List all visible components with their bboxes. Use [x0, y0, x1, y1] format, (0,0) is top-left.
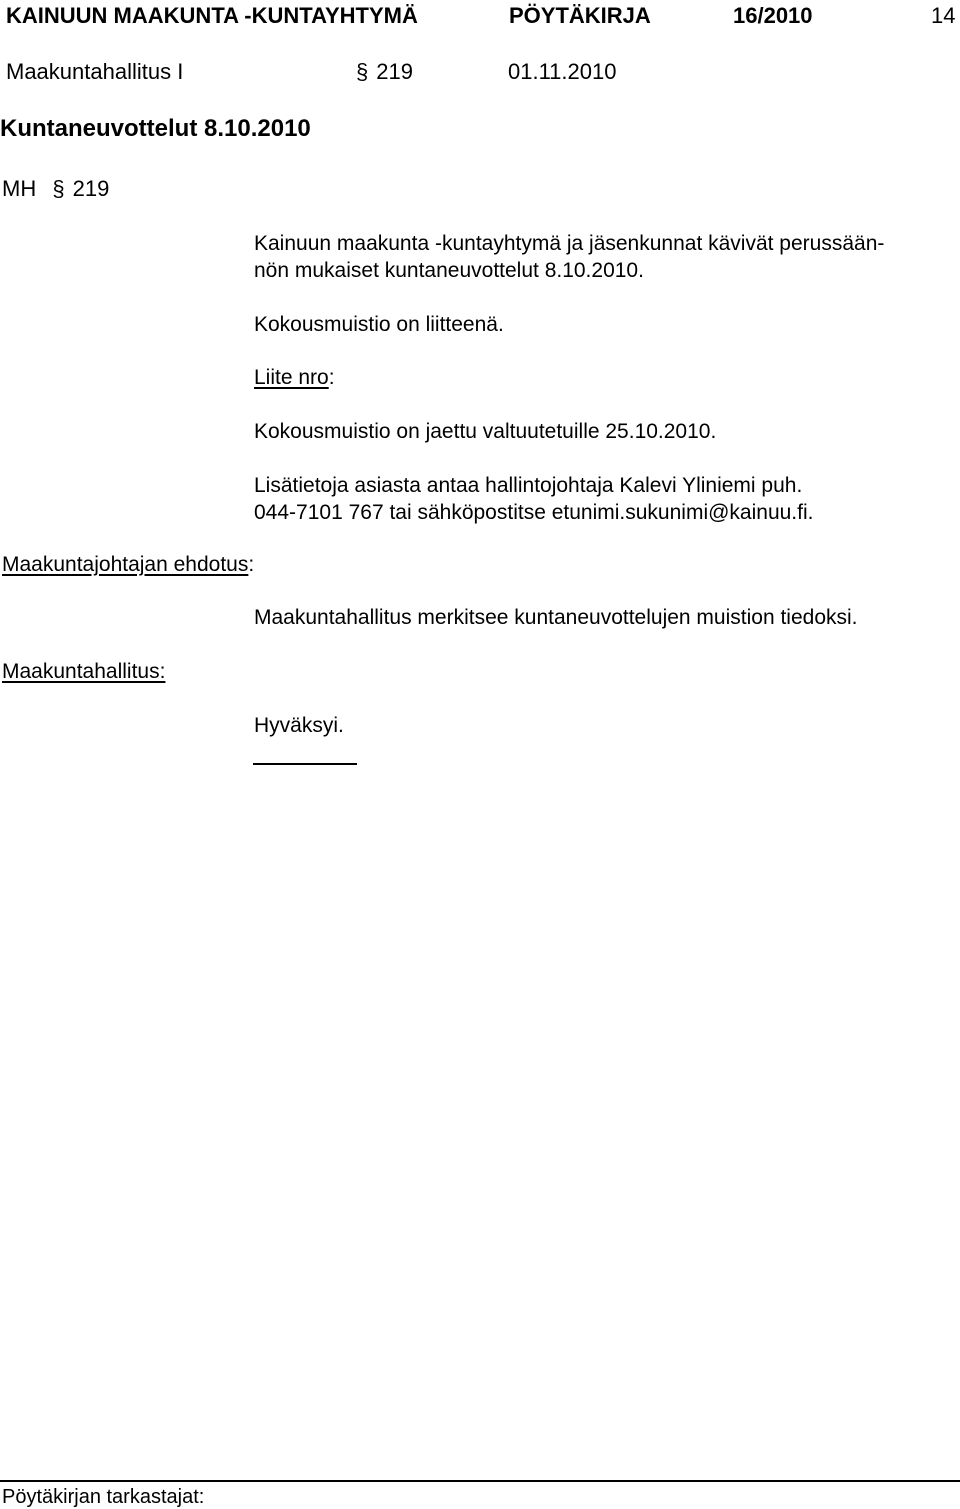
proposal-colon: : — [248, 553, 255, 576]
topic-title: Kuntaneuvottelut 8.10.2010 — [0, 115, 311, 142]
document-number: 16/2010 — [733, 3, 813, 28]
reference-section-sign: § — [52, 176, 65, 201]
proposal-label-line — [2, 554, 254, 575]
section-number: 219 — [376, 59, 413, 84]
meeting-body: Maakuntahallitus I — [6, 59, 184, 84]
paragraph-4-line-1: Lisätietoja asiasta antaa hallintojohtaja Kalevi Yliniemi puh. — [254, 474, 803, 497]
paragraph-1-line-2: nön mukaiset kuntaneuvottelut 8.10.2010. — [254, 259, 644, 282]
decision-text: Hyväksyi. — [254, 714, 344, 737]
page-number: 14 — [931, 3, 956, 28]
paragraph-3: Kokousmuistio on jaettu valtuutetuille 25.10.2010. — [254, 420, 717, 443]
footer-label: Pöytäkirjan tarkastajat: — [2, 1486, 205, 1508]
paragraph-1-line-1: Kainuun maakunta -kuntayhtymä ja jäsenkunnat kävivät perussään- — [254, 232, 885, 255]
reference-prefix: MH — [2, 176, 37, 201]
section-sign: § — [356, 59, 369, 84]
footer-rule — [0, 1480, 960, 1482]
org-name: KAINUUN MAAKUNTA -KUNTAYHTYMÄ — [6, 3, 418, 28]
meeting-section — [356, 61, 413, 83]
document-type: PÖYTÄKIRJA — [509, 3, 651, 28]
paragraph-4-line-2: 044-7101 767 tai sähköpostitse etunimi.sukunimi@kainuu.fi. — [254, 501, 814, 524]
decision-underline — [253, 763, 357, 765]
attachment-colon: : — [328, 366, 335, 389]
proposal-label: Maakuntajohtajan ehdotus — [2, 553, 249, 576]
meeting-date: 01.11.2010 — [508, 59, 617, 84]
topic-reference — [2, 178, 109, 200]
attachment-line — [254, 367, 335, 388]
decision-label: Maakuntahallitus: — [2, 660, 166, 683]
attachment-label: Liite nro — [254, 366, 329, 389]
reference-number: 219 — [72, 176, 110, 201]
paragraph-2: Kokousmuistio on liitteenä. — [254, 313, 504, 336]
proposal-text: Maakuntahallitus merkitsee kuntaneuvottelujen muistion tiedoksi. — [254, 606, 858, 629]
